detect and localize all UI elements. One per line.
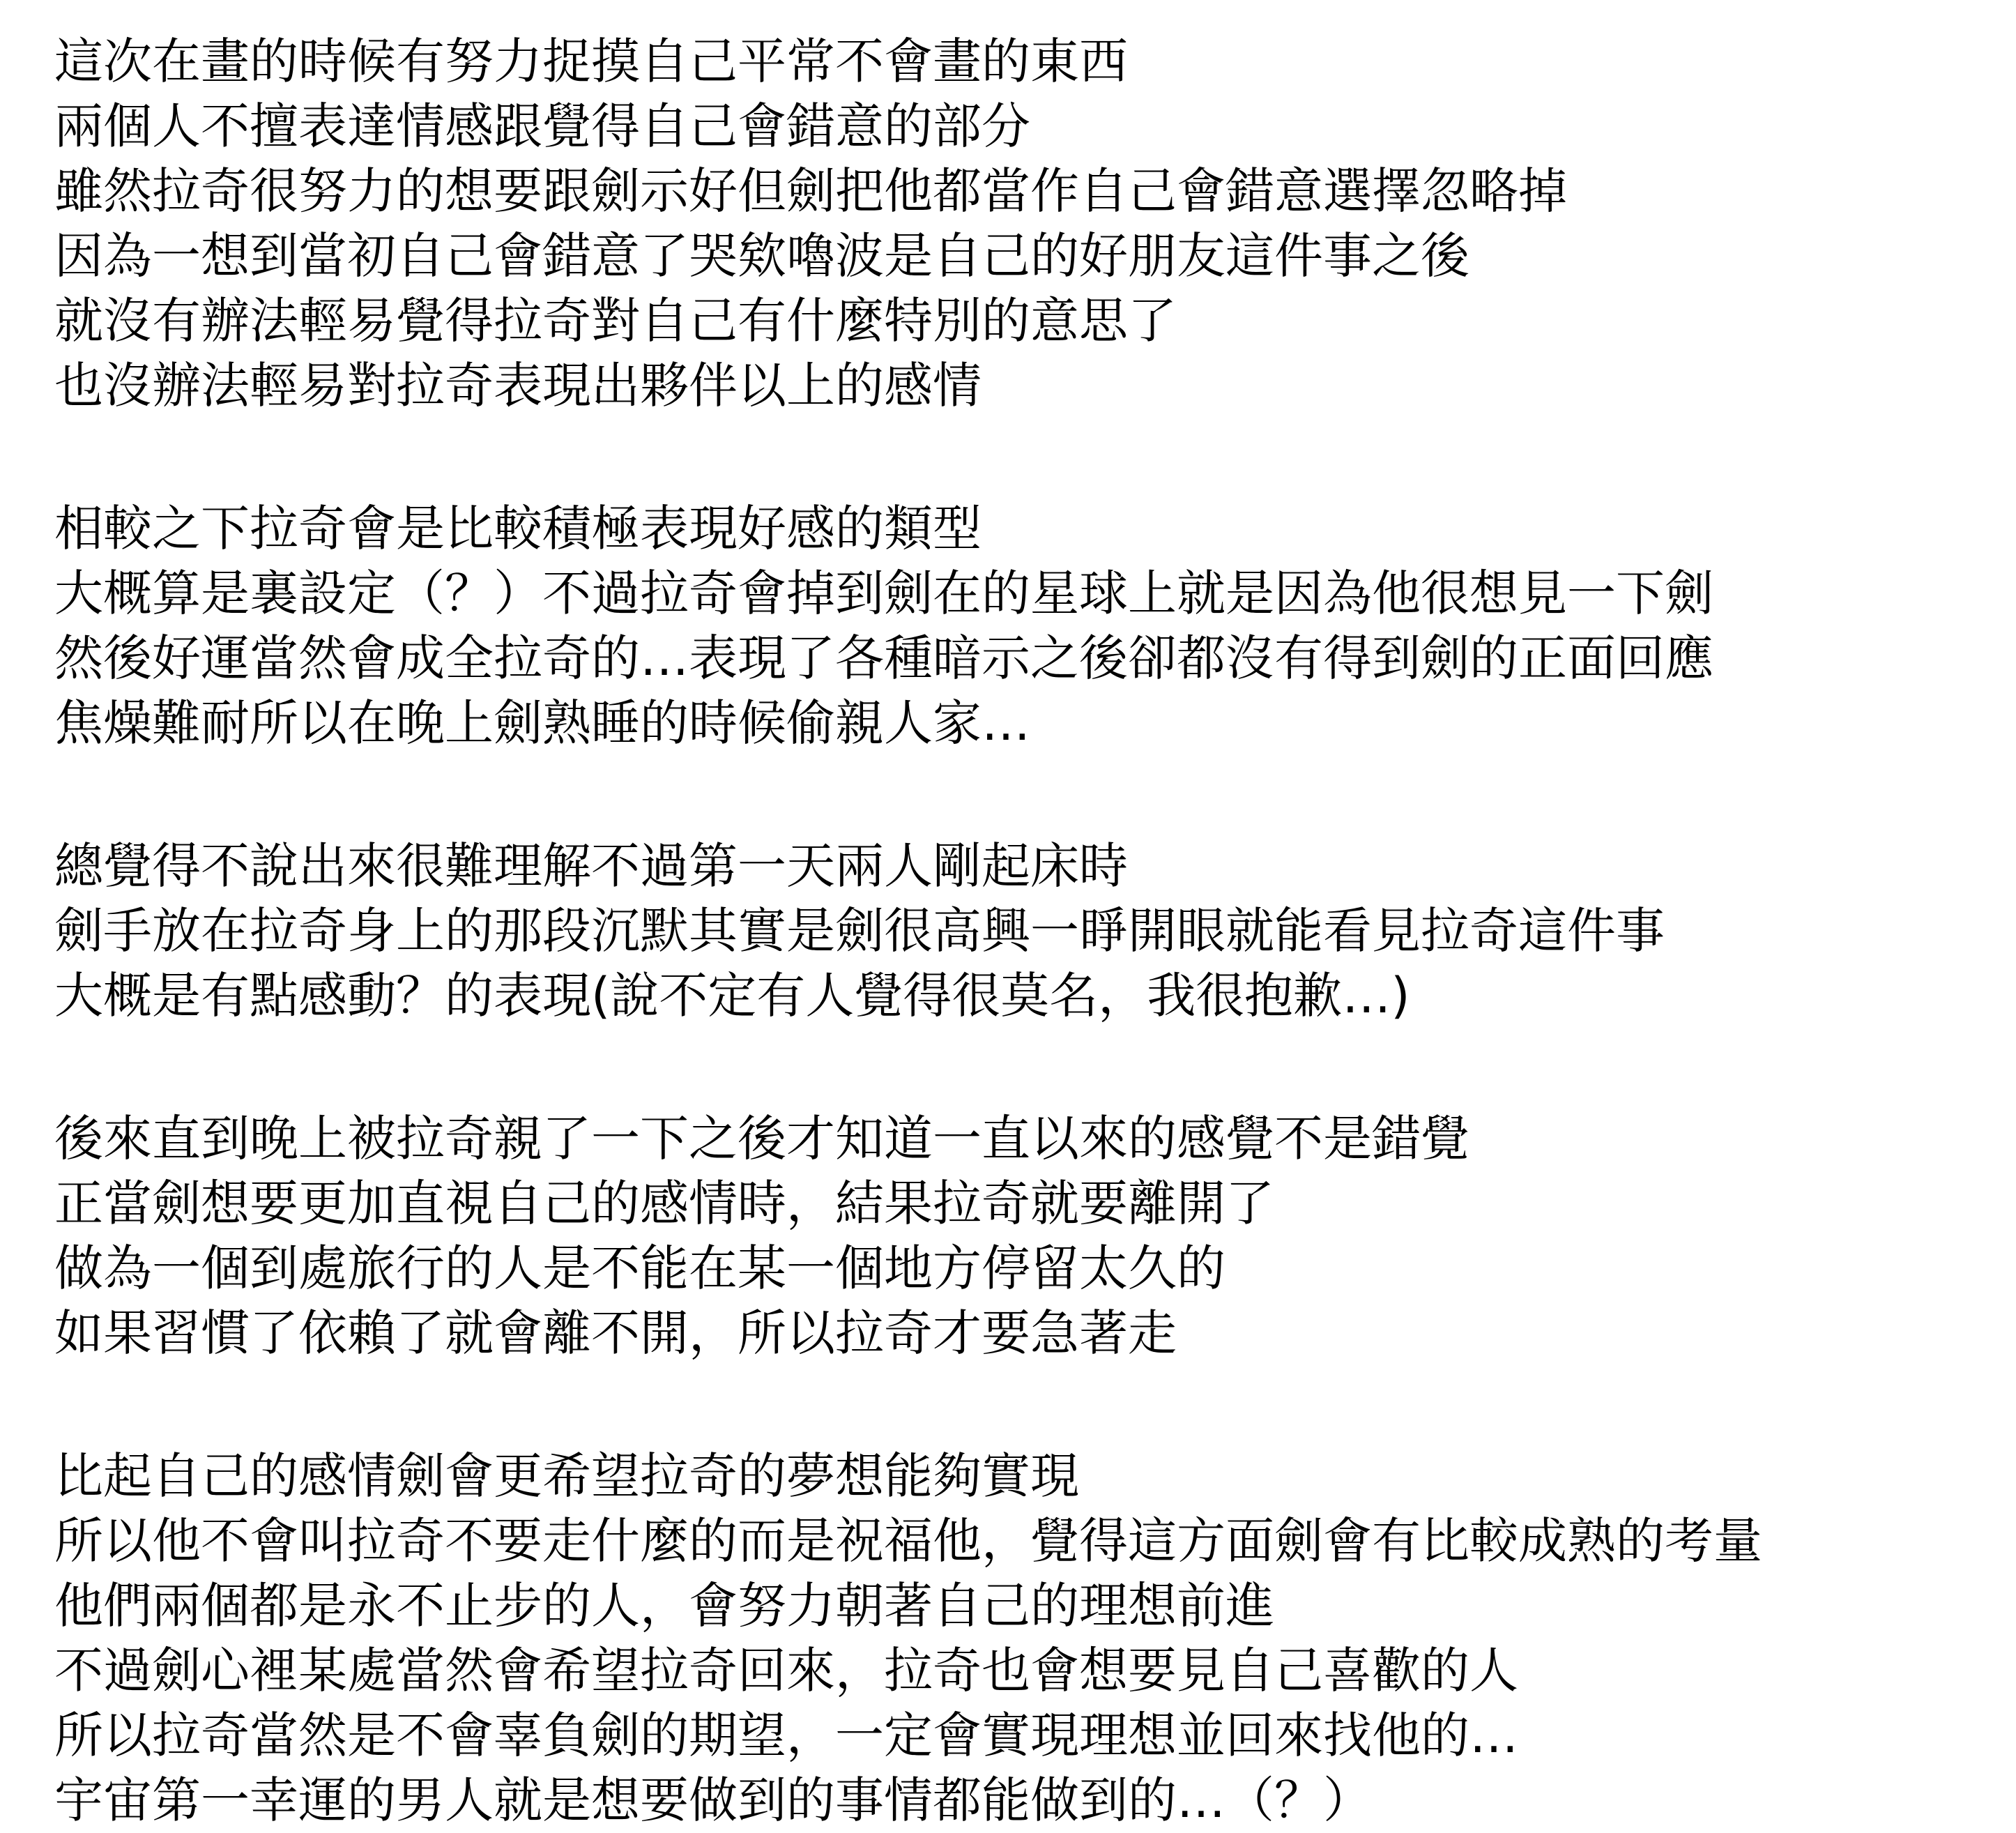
text-line: 不過劍心裡某處當然會希望拉奇回來，拉奇也會想要見自己喜歡的人 bbox=[54, 1642, 1518, 1699]
text-line: 他們兩個都是永不止步的人，會努力朝著自己的理想前進 bbox=[54, 1577, 1274, 1634]
text-line: 正當劍想要更加直視自己的感情時，結果拉奇就要離開了 bbox=[54, 1175, 1274, 1232]
text-line: 總覺得不說出來很難理解不過第一天兩人剛起床時 bbox=[54, 837, 1128, 895]
text-line: 所以拉奇當然是不會辜負劍的期望，一定會實現理想並回來找他的… bbox=[54, 1707, 1518, 1764]
text-line: 因為一想到當初自己會錯意了哭欸嚕波是自己的好朋友這件事之後 bbox=[54, 227, 1469, 284]
text-line: 也沒辦法輕易對拉奇表現出夥伴以上的感情 bbox=[54, 357, 982, 414]
text-line: 做為一個到處旅行的人是不能在某一個地方停留太久的 bbox=[54, 1240, 1225, 1297]
text-line: 如果習慣了依賴了就會離不開，所以拉奇才要急著走 bbox=[54, 1305, 1177, 1362]
paragraph-5 bbox=[54, 1444, 2016, 1833]
paragraph-4 bbox=[54, 1106, 2016, 1366]
paragraph-1 bbox=[54, 29, 2016, 418]
text-line: 焦燥難耐所以在晚上劍熟睡的時候偷親人家… bbox=[54, 694, 1030, 752]
text-line: 宇宙第一幸運的男人就是想要做到的事情都能做到的…（？） bbox=[54, 1772, 1372, 1829]
text-line: 就沒有辦法輕易覺得拉奇對自己有什麼特別的意思了 bbox=[54, 292, 1177, 349]
paragraph-2 bbox=[54, 496, 2016, 756]
text-line: 劍手放在拉奇身上的那段沉默其實是劍很高興一睜開眼就能看見拉奇這件事 bbox=[54, 902, 1665, 959]
text-line: 大概算是裏設定（？）不過拉奇會掉到劍在的星球上就是因為他很想見一下劍 bbox=[54, 565, 1713, 622]
text-line: 所以他不會叫拉奇不要走什麼的而是祝福他，覺得這方面劍會有比較成熟的考量 bbox=[54, 1512, 1762, 1569]
text-line: 後來直到晚上被拉奇親了一下之後才知道一直以來的感覺不是錯覺 bbox=[54, 1110, 1469, 1167]
text-line: 雖然拉奇很努力的想要跟劍示好但劍把他都當作自己會錯意選擇忽略掉 bbox=[54, 162, 1567, 220]
text-line: 然後好運當然會成全拉奇的…表現了各種暗示之後卻都沒有得到劍的正面回應 bbox=[54, 630, 1713, 687]
text-line: 大概是有點感動？的表現(說不定有人覺得很莫名，我很抱歉…) bbox=[54, 967, 1410, 1024]
paragraph-3 bbox=[54, 834, 2016, 1028]
text-line: 比起自己的感情劍會更希望拉奇的夢想能夠實現 bbox=[54, 1447, 1079, 1505]
text-line: 這次在畫的時候有努力捉摸自己平常不會畫的東西 bbox=[54, 33, 1128, 90]
text-line: 相較之下拉奇會是比較積極表現好感的類型 bbox=[54, 500, 982, 557]
text-line: 兩個人不擅表達情感跟覺得自己會錯意的部分 bbox=[54, 98, 1030, 155]
